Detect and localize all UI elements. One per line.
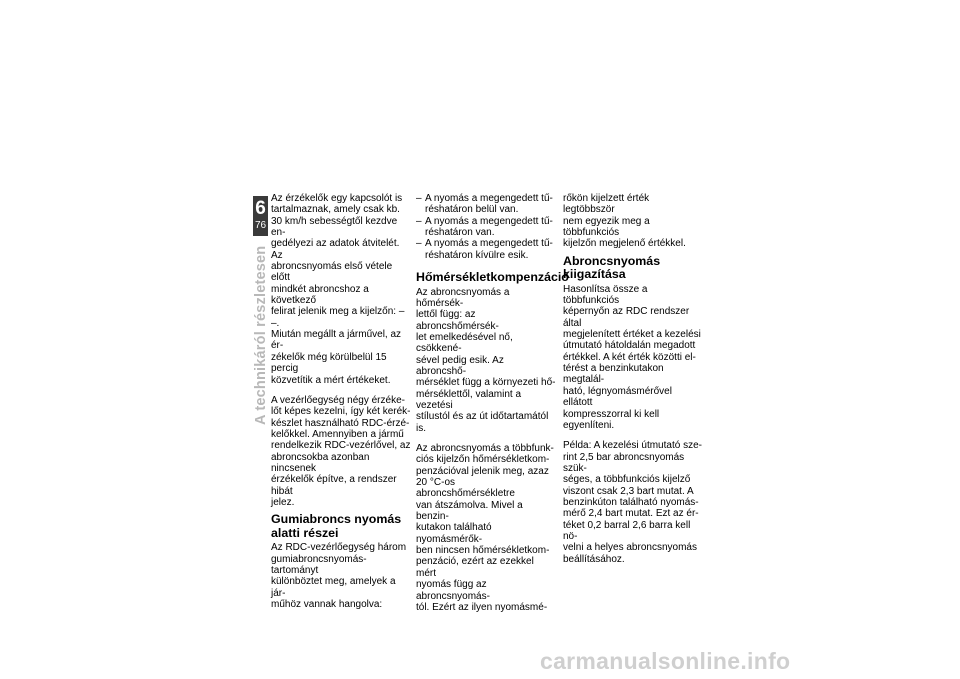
list-item <box>416 238 556 261</box>
paragraph: Hasonlítsa össze a többfunkciós képernyőn az RDC rendszer által megjelenített értéket a kezelési útmutató hátoldalán megadott értékkel. A két érték közötti el- térést a benzinkutakon megtalál- ható, légnyomásmérővel ellátott kompresszorral ki kell egyenlíteni. <box>563 283 701 431</box>
text-column-2 <box>416 193 569 622</box>
list-item-text: A nyomás a megengedett tű- réshatáron kívülre esik. <box>425 238 553 261</box>
list-item <box>416 193 556 216</box>
chapter-number: 6 <box>255 198 266 219</box>
dash-marker: – <box>416 193 422 204</box>
text-column-3 <box>563 193 703 574</box>
text-column-1 <box>271 193 411 619</box>
watermark: carmanualsonline.info <box>540 648 791 674</box>
section-heading: Abroncsnyomás kiigazítása <box>563 253 661 282</box>
section-heading: Gumiabroncs nyomás alatti részei <box>271 512 402 540</box>
chapter-side-title: A technikáról részletesen <box>253 245 269 425</box>
section-heading: Hőmérsékletkompenzáció <box>416 270 569 285</box>
paragraph: A vezérlőegység négy érzéke- lőt képes kezelni, így két kerék- készlet használható RDC-érzé- kelőkkel. Amennyiben a jármű rendelkezik RDC-vezérlővel, az abroncsokba azonban nincsenek érzékelők építve, a rendszer hibát jelez. <box>271 394 411 508</box>
paragraph: Az RDC-vezérlőegység három gumiabroncsnyomás-tartományt különböztet meg, amelyek a jár- műhöz vannak hangolva: <box>271 542 407 610</box>
paragraph: Az abroncsnyomás a hőmérsék- lettől függ: az abroncshőmérsék- let emelkedésével nő, csökkené- sével pedig esik. Az abroncshő- mérséklet függ a környezeti hő- mérséklettől, valamint a vezetési stílustól és az út időtartamától is. <box>416 286 556 434</box>
paragraph: rőkön kijelzett érték legtöbbször nem egyezik meg a többfunkciós kijelzőn megjelenő értékkel. <box>563 193 686 250</box>
dash-marker: – <box>416 215 422 227</box>
list-item-text: A nyomás a megengedett tű- réshatáron belül van. <box>425 193 553 216</box>
paragraph: Az érzékelők egy kapcsolót is tartalmaznak, amely csak kb. 30 km/h sebességtől kezdve en- gedélyezi az adatok átvitelét. Az abroncsnyomás első vétele előtt mindkét abroncshoz a következő felirat jelenik meg a kijelzőn: – –. Miután megállt a járművel, az ér- zékelők még körülbelül 15 percig közvetítik a mért értékeket. <box>271 193 405 386</box>
list-item <box>416 216 556 239</box>
paragraph: Példa: A kezelési útmutató sze- rint 2,5 bar abroncsnyomás szük- séges, a többfunkciós kijelző viszont csak 2,3 bart mutat. A benzinkúton található nyomás- mérő 2,4 bart mutat. Ezt az ér- téket 0,2 barral 2,6 barra kell nö- velni a helyes abroncsnyomás beállításához. <box>563 440 702 565</box>
list-item-text: A nyomás a megengedett tű- réshatáron van. <box>425 215 553 239</box>
pressure-range-list <box>416 193 556 261</box>
dash-marker: – <box>416 238 422 250</box>
paragraph: Az abroncsnyomás a többfunk- ciós kijelzőn hőmérsékletkom- penzációval jelenik meg, azaz 20 °C-os abroncshőmérsékletre van átszámolva. Mivel a benzin- kutakon található nyomásmérők- ben nincsen hőmérsékletkom- penzáció, ezért az ezekkel mért nyomás függ az abroncsnyomás- tól. Ezért az ilyen nyomásmé- <box>416 443 554 613</box>
page-number: 76 <box>254 220 267 231</box>
